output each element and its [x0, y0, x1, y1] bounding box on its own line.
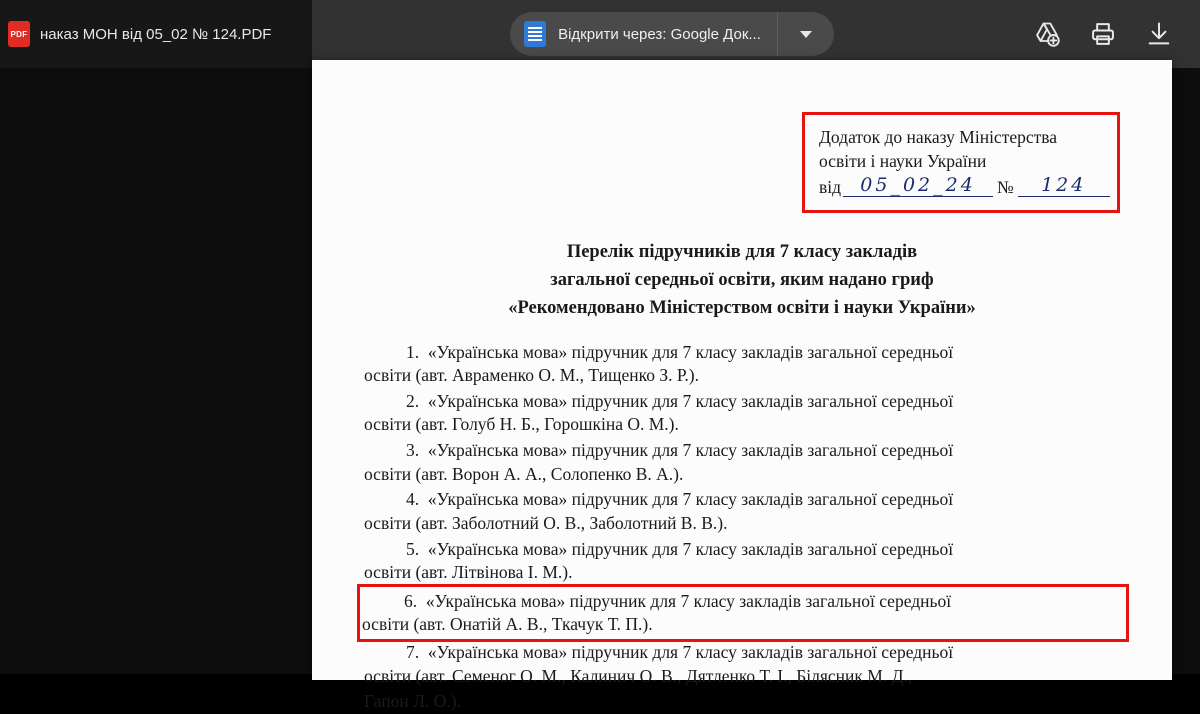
- chevron-down-icon: [800, 31, 812, 38]
- page-title: [404, 239, 1080, 322]
- file-title-zone: [0, 0, 312, 68]
- appendix-header-box: [802, 112, 1120, 213]
- list-item-line1: «Українська мова» підручник для 7 класу закладів загальної середньої: [425, 590, 952, 611]
- list-item-line2: освіти (авт. Семеног О. М., Калинич О. В., Дятленко Т. І., Білясник М. Д.,: [364, 665, 913, 686]
- date-value-handwritten: 05_02_24: [843, 174, 993, 197]
- list-item-number: 3.: [406, 440, 420, 461]
- page-title-line-2: загальної середньої освіти, яким надано гриф: [550, 270, 934, 291]
- list-item-number: 2.: [406, 390, 420, 411]
- list-item-line2: освіти (авт. Авраменко О. М., Тищенко З. Р.).: [364, 365, 700, 386]
- appendix-date-line: [819, 175, 1103, 198]
- list-item-line1: «Українська мова» підручник для 7 класу закладів загальної середньої: [427, 341, 954, 362]
- list-item: [364, 390, 1120, 437]
- pdf-page: [312, 60, 1172, 712]
- list-item-line1: «Українська мова» підручник для 7 класу закладів загальної середньої: [427, 440, 954, 461]
- textbook-list: [364, 341, 1120, 714]
- list-item-line1: «Українська мова» підручник для 7 класу закладів загальної середньої: [427, 489, 954, 510]
- number-sign: №: [997, 177, 1014, 198]
- list-item-line1: «Українська мова» підручник для 7 класу закладів загальної середньої: [427, 642, 954, 663]
- list-item: [364, 538, 1120, 585]
- appendix-line-1: Додаток до наказу Міністерства: [819, 127, 1058, 147]
- list-item-line1: Гапон Л. О.).: [364, 691, 461, 712]
- toolbar-center: [312, 12, 1032, 56]
- appendix-line-2: освіти і науки України: [819, 151, 987, 172]
- file-title: наказ МОН від 05_02 № 124.PDF: [40, 25, 272, 43]
- pdf-file-icon: PDF: [8, 21, 30, 47]
- print-icon[interactable]: [1088, 19, 1118, 49]
- list-item-line2: освіти (авт. Заболотний О. В., Заболотний В. В.).: [364, 512, 728, 533]
- pdf-page-area[interactable]: [0, 68, 1200, 712]
- date-prefix: від: [819, 177, 842, 198]
- list-item: [364, 488, 1120, 535]
- page-title-line-1: Перелік підручників для 7 класу закладів: [566, 242, 918, 263]
- order-number-handwritten: 124: [1018, 174, 1110, 197]
- list-item-number: 5.: [406, 538, 420, 559]
- list-item-line2: освіти (авт. Голуб Н. Б., Горошкіна О. М.).: [364, 414, 679, 435]
- page-title-line-3: «Рекомендовано Міністерством освіти і науки України»: [508, 297, 976, 318]
- list-item-line1: «Українська мова» підручник для 7 класу закладів загальної середньої: [427, 538, 954, 559]
- list-item-number: 1.: [406, 341, 420, 362]
- toolbar-actions: [1032, 19, 1200, 49]
- list-item-number: 4.: [406, 489, 420, 510]
- pdf-toolbar: [0, 0, 1200, 68]
- open-with-button[interactable]: [510, 12, 777, 56]
- list-item-line2: освіти (авт. Літвінова І. М.).: [364, 562, 573, 583]
- list-item-line1: «Українська мова» підручник для 7 класу закладів загальної середньої: [427, 390, 954, 411]
- list-item-line2: освіти (авт. Ворон А. А., Солопенко В. А.).: [364, 463, 684, 484]
- list-item-continuation: [364, 690, 1120, 714]
- add-to-drive-icon[interactable]: [1032, 19, 1062, 49]
- list-item: [364, 341, 1120, 388]
- list-item: [364, 439, 1120, 486]
- open-with-label: Відкрити через: Google Док...: [558, 25, 761, 43]
- list-item-highlighted: [360, 587, 1126, 639]
- list-item-number: 6.: [404, 590, 418, 611]
- open-with-dropdown-button[interactable]: [777, 12, 834, 56]
- list-item: [364, 641, 1120, 688]
- list-item-line2: освіти (авт. Онатій А. В., Ткачук Т. П.).: [362, 614, 653, 635]
- download-icon[interactable]: [1144, 19, 1174, 49]
- list-item-number: 7.: [406, 642, 420, 663]
- google-docs-icon: [524, 21, 546, 47]
